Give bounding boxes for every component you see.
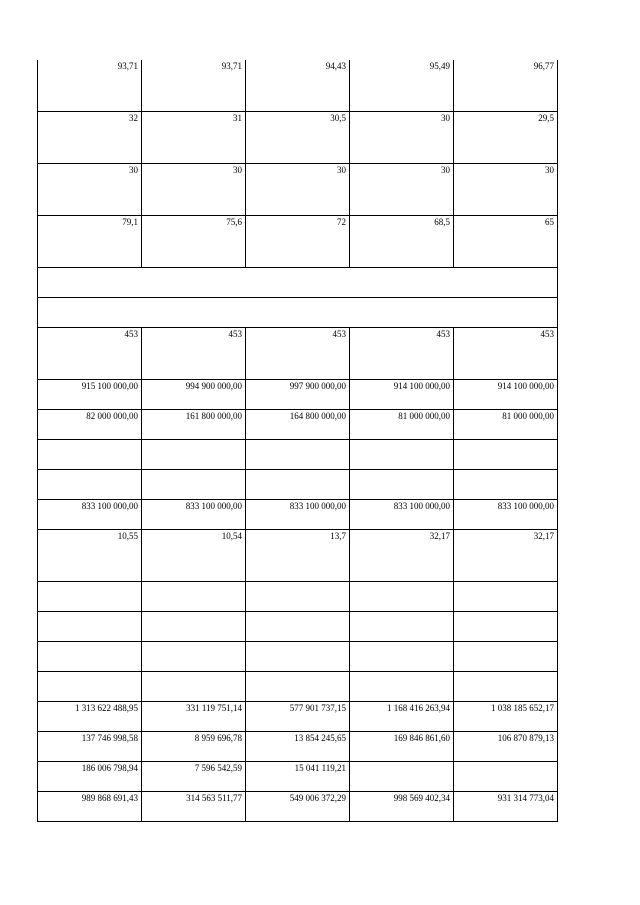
table-cell: 577 901 737,15 [246, 702, 350, 732]
table-cell [454, 672, 558, 702]
table-cell: 989 868 691,43 [38, 792, 142, 822]
table-cell: 30 [246, 164, 350, 216]
table-cell [246, 470, 350, 500]
table-cell: 931 314 773,04 [454, 792, 558, 822]
table-cell [38, 440, 142, 470]
table-cell: 186 006 798,94 [38, 762, 142, 792]
table-cell: 997 900 000,00 [246, 380, 350, 410]
table-cell: 1 038 185 652,17 [454, 702, 558, 732]
table-cell: 8 959 696,78 [142, 732, 246, 762]
table-cell: 29,5 [454, 112, 558, 164]
table-cell: 30 [350, 112, 454, 164]
table-cell: 32,17 [454, 530, 558, 582]
table-cell: 7 596 542,59 [142, 762, 246, 792]
table-cell: 915 100 000,00 [38, 380, 142, 410]
table-cell: 65 [454, 216, 558, 268]
table-cell: 30,5 [246, 112, 350, 164]
table-row [38, 470, 558, 500]
table-cell [350, 672, 454, 702]
table-cell: 106 870 879,13 [454, 732, 558, 762]
table-cell: 95,49 [350, 60, 454, 112]
table-row [38, 612, 558, 642]
table-cell [142, 672, 246, 702]
merged-cell [38, 298, 558, 328]
table-row [38, 672, 558, 702]
table-cell: 833 100 000,00 [454, 500, 558, 530]
table-cell [38, 582, 142, 612]
table-cell: 82 000 000,00 [38, 410, 142, 440]
merged-cell [38, 268, 558, 298]
table-cell: 994 900 000,00 [142, 380, 246, 410]
table-cell: 30 [454, 164, 558, 216]
table-cell: 453 [454, 328, 558, 380]
table-cell: 453 [142, 328, 246, 380]
table-cell [454, 612, 558, 642]
table-cell: 998 569 402,34 [350, 792, 454, 822]
table-cell: 13,7 [246, 530, 350, 582]
table-cell [246, 672, 350, 702]
table-cell: 75,6 [142, 216, 246, 268]
table-cell [38, 612, 142, 642]
table-cell: 314 563 511,77 [142, 792, 246, 822]
table-cell: 32 [38, 112, 142, 164]
table-cell: 72 [246, 216, 350, 268]
table-row [38, 762, 558, 792]
table-cell: 164 800 000,00 [246, 410, 350, 440]
table-cell [350, 440, 454, 470]
table-cell: 914 100 000,00 [350, 380, 454, 410]
table-cell [454, 642, 558, 672]
table-cell [142, 612, 246, 642]
table-cell [350, 612, 454, 642]
table-cell [350, 642, 454, 672]
table-cell: 137 746 998,58 [38, 732, 142, 762]
table-cell [38, 672, 142, 702]
table-cell: 79,1 [38, 216, 142, 268]
table-cell: 68,5 [350, 216, 454, 268]
table-row [38, 164, 558, 216]
table-cell: 161 800 000,00 [142, 410, 246, 440]
table-row [38, 732, 558, 762]
table-cell [142, 582, 246, 612]
table-row [38, 60, 558, 112]
table-cell [246, 612, 350, 642]
table-cell: 1 168 416 263,94 [350, 702, 454, 732]
table-cell [350, 762, 454, 792]
table-cell: 96,77 [454, 60, 558, 112]
table-cell: 331 119 751,14 [142, 702, 246, 732]
table-row [38, 112, 558, 164]
table-cell [246, 440, 350, 470]
table-cell: 94,43 [246, 60, 350, 112]
table-cell [246, 642, 350, 672]
table-cell: 10,54 [142, 530, 246, 582]
table-row [38, 380, 558, 410]
table-row [38, 500, 558, 530]
table-cell [38, 470, 142, 500]
table-cell: 93,71 [38, 60, 142, 112]
table-cell: 13 854 245,65 [246, 732, 350, 762]
table-cell: 1 313 622 488,95 [38, 702, 142, 732]
table-cell: 453 [350, 328, 454, 380]
table-row [38, 298, 558, 328]
table-row [38, 530, 558, 582]
table-cell [454, 582, 558, 612]
table-cell: 169 846 861,60 [350, 732, 454, 762]
table-row [38, 792, 558, 822]
table-cell: 32,17 [350, 530, 454, 582]
table-cell [350, 470, 454, 500]
table-cell: 81 000 000,00 [350, 410, 454, 440]
table-row [38, 328, 558, 380]
table-row [38, 216, 558, 268]
table-cell [454, 762, 558, 792]
table-cell [246, 582, 350, 612]
table-cell: 30 [350, 164, 454, 216]
table-cell: 31 [142, 112, 246, 164]
table-cell: 93,71 [142, 60, 246, 112]
table-cell: 833 100 000,00 [38, 500, 142, 530]
table-cell: 833 100 000,00 [142, 500, 246, 530]
table-cell: 453 [38, 328, 142, 380]
table-cell: 833 100 000,00 [246, 500, 350, 530]
table-cell: 453 [246, 328, 350, 380]
table-cell: 549 006 372,29 [246, 792, 350, 822]
table-body [38, 60, 558, 822]
table-cell: 15 041 119,21 [246, 762, 350, 792]
data-table [37, 60, 558, 822]
table-cell [142, 440, 246, 470]
table-cell: 914 100 000,00 [454, 380, 558, 410]
table-cell [38, 642, 142, 672]
table-cell: 833 100 000,00 [350, 500, 454, 530]
table-cell: 30 [142, 164, 246, 216]
table-row [38, 702, 558, 732]
table-row [38, 268, 558, 298]
table-cell [142, 470, 246, 500]
table-cell: 30 [38, 164, 142, 216]
table-cell [454, 440, 558, 470]
table-cell [142, 642, 246, 672]
table-cell [350, 582, 454, 612]
table-cell: 10,55 [38, 530, 142, 582]
table-row [38, 582, 558, 612]
table-cell [454, 470, 558, 500]
table-row [38, 440, 558, 470]
table-cell: 81 000 000,00 [454, 410, 558, 440]
table-row [38, 410, 558, 440]
table-row [38, 642, 558, 672]
